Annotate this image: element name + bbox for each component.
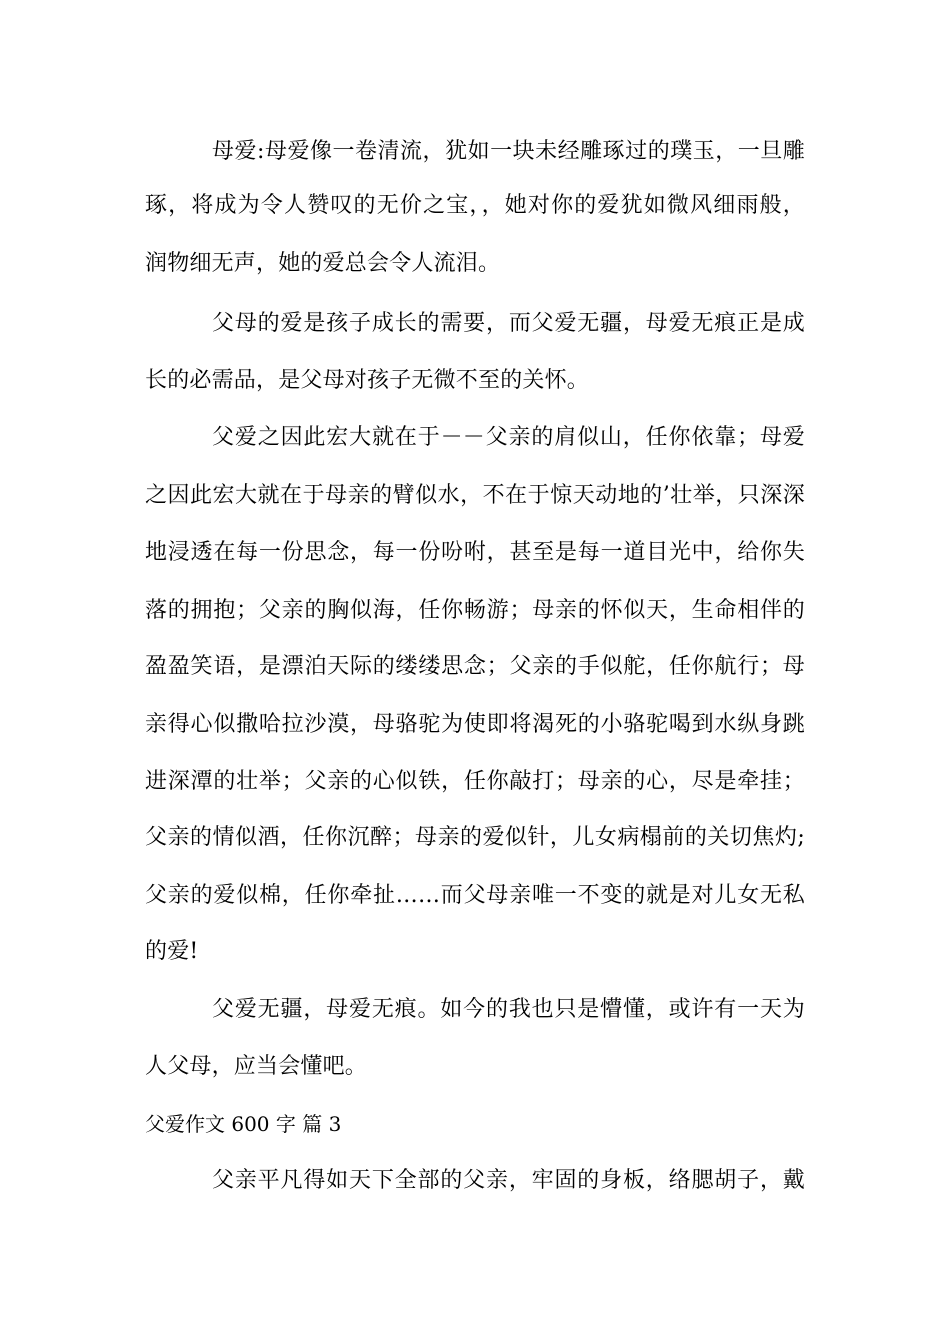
- paragraph-3-line-10: 的爱!: [145, 939, 199, 964]
- paragraph-2-line-1: 父母的爱是孩子成长的需要，而父爱无疆，母爱无痕正是成: [212, 311, 805, 336]
- paragraph-3-line-5: 盈盈笑语，是漂泊天际的缕缕思念；父亲的手似舵，任你航行；母: [145, 654, 805, 679]
- paragraph-3-line-8: 父亲的情似酒，任你沉醉；母亲的爱似针，儿女病榻前的关切焦灼;: [145, 825, 805, 850]
- paragraph-3-line-2: 之因此宏大就在于母亲的臂似水，不在于惊天动地的’壮举，只深深: [145, 483, 805, 508]
- paragraph-1-line-3: 润物细无声，她的爱总会令人流泪。: [145, 251, 501, 276]
- paragraph-3-line-6: 亲得心似撒哈拉沙漠，母骆驼为使即将渴死的小骆驼喝到水纵身跳: [145, 712, 805, 737]
- paragraph-3-line-3: 地浸透在每一份思念，每一份吩咐，甚至是每一道目光中，给你失: [145, 540, 805, 565]
- paragraph-3-line-9: 父亲的爱似棉，任你牵扯……而父母亲唯一不变的就是对儿女无私: [145, 883, 805, 908]
- paragraph-4-line-2: 人父母，应当会懂吧。: [145, 1054, 368, 1079]
- paragraph-3-line-1: 父爱之因此宏大就在于－－父亲的肩似山，任你依靠；母爱: [212, 425, 805, 450]
- section-heading: 父爱作文 600 字 篇 3: [145, 1112, 342, 1136]
- paragraph-4-line-1: 父爱无疆，母爱无痕。如今的我也只是懵懂，或许有一天为: [212, 997, 805, 1022]
- paragraph-1-line-2: 琢，将成为令人赞叹的无价之宝，，她对你的爱犹如微风细雨般，: [145, 193, 805, 218]
- paragraph-3-line-4: 落的拥抱；父亲的胸似海，任你畅游；母亲的怀似天，生命相伴的: [145, 598, 805, 623]
- paragraph-3-line-7: 进深潭的壮举；父亲的心似铁，任你敲打；母亲的心，尽是牵挂；: [145, 769, 805, 794]
- paragraph-5-line-1: 父亲平凡得如天下全部的父亲，牢固的身板，络腮胡子，戴: [212, 1168, 805, 1193]
- paragraph-2-line-2: 长的必需品，是父母对孩子无微不至的关怀。: [145, 368, 590, 393]
- paragraph-1-line-1: 母爱:母爱像一卷清流，犹如一块未经雕琢过的璞玉，一旦雕: [212, 139, 805, 164]
